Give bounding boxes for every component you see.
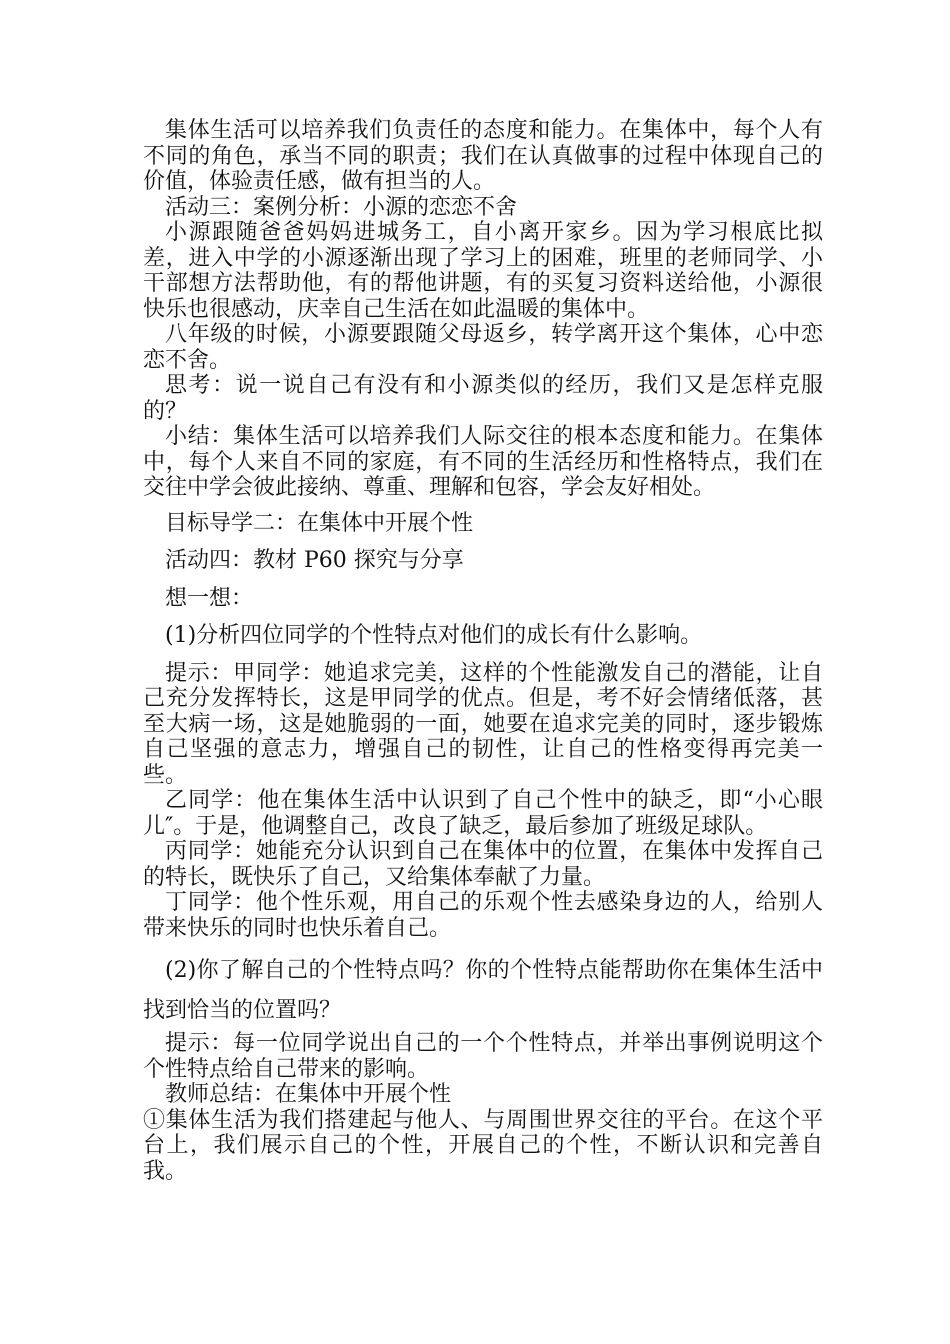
student-ding: 丁同学：他个性乐观，用自己的乐观个性去感染身边的人，给别人带来快乐的同时也快乐着自己。 [143, 890, 823, 941]
paragraph-xiaoyuan-story: 小源跟随爸爸妈妈进城务工，自小离开家乡。因为学习根底比拟差，进入中学的小源逐渐出现了学习上的困难，班里的老师同学、小干部想方法帮助他，有的帮他讲题，有的买复习资料送给他，小源很快乐也很感动，庆幸自己生活在如此温暖的集体中。 [143, 220, 823, 322]
student-bing: 丙同学：她能充分认识到自己在集体中的位置，在集体中发挥自己的特长，既快乐了自己，又给集体奉献了力量。 [143, 839, 823, 890]
paragraph-grade-eight: 八年级的时候，小源要跟随父母返乡，转学离开这个集体，心中恋恋不舍。 [143, 322, 823, 373]
paragraph-summary: 小结：集体生活可以培养我们人际交往的根本态度和能力。在集体中，每个人来自不同的家庭，有不同的生活经历和性格特点，我们在交往中学会彼此接纳、尊重、理解和包容，学会友好相处。 [143, 424, 823, 500]
hint-personality: 提示：每一位同学说出自己的一个个性特点，并举出事例说明这个个性特点给自己带来的影响。 [143, 1031, 823, 1082]
paragraph-think: 思考：说一说自己有没有和小源类似的经历，我们又是怎样克服的？ [143, 373, 823, 424]
activity-three-heading: 活动三：案例分析：小源的恋恋不舍 [165, 194, 518, 220]
document-page [143, 118, 823, 1184]
activity-four-heading: 活动四：教材 P60 探究与分享 [165, 548, 464, 573]
student-yi: 乙同学：他在集体生活中认识到了自己个性中的缺乏，即“小心眼儿″。于是，他调整自己，改良了缺乏，最后参加了班级足球队。 [143, 788, 823, 839]
think-label: 想一想： [165, 585, 254, 611]
paragraph-responsibility: 集体生活可以培养我们负责任的态度和能力。在集体中，每个人有不同的角色，承当不同的职责；我们在认真做事的过程中体现自己的价值，体验责任感，做有担当的人。 [143, 118, 823, 194]
hint-student-jia: 提示：甲同学：她追求完美，这样的个性能激发自己的潜能，让自己充分发挥特长，这是甲同学的优点。但是，考不好会情绪低落，甚至大病一场，这是她脆弱的一面，她要在追求完美的同时，逐步锻炼自己坚强的意志力，增强自己的韧性，让自己的性格变得再完美一些。 [143, 660, 823, 788]
summary-point-one: ①集体生活为我们搭建起与他人、与周围世界交往的平台。在这个平台上，我们展示自己的个性，开展自己的个性，不断认识和完善自我。 [143, 1107, 823, 1184]
goal-two-heading: 目标导学二：在集体中开展个性 [165, 510, 474, 536]
question-two: (2)你了解自己的个性特点吗？你的个性特点能帮助你在集体生活中找到恰当的位置吗？ [143, 958, 823, 1023]
teacher-summary-heading: 教师总结：在集体中开展个性 [165, 1082, 452, 1107]
question-one: (1)分析四位同学的个性特点对他们的成长有什么影响。 [165, 623, 703, 648]
